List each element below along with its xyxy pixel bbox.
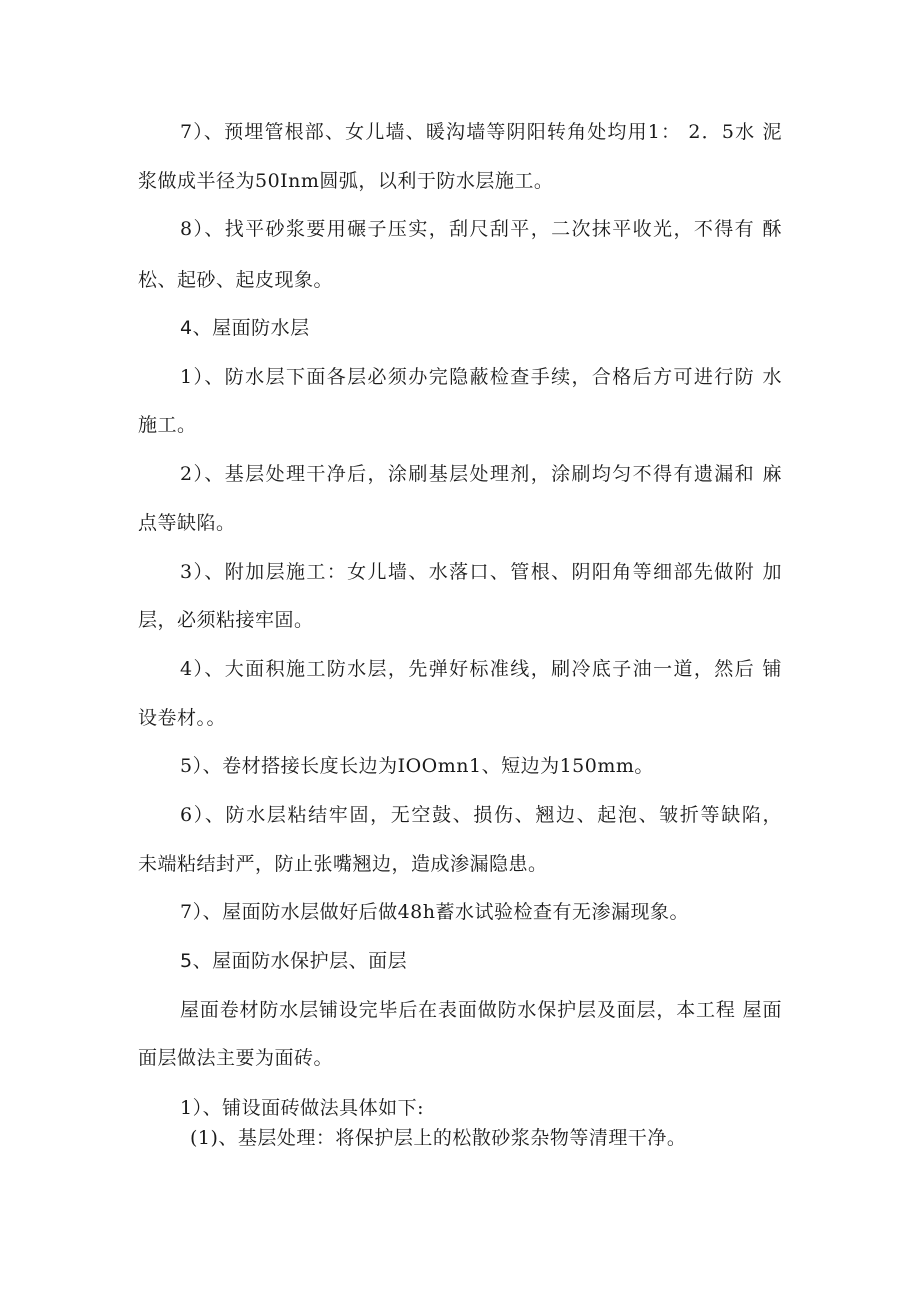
paragraph-line: 1）、铺设面砖做法具体如下: <box>180 1097 424 1119</box>
paragraph-line: 未端粘结封严，防止张嘴翘边，造成渗漏隐患。 <box>138 853 548 875</box>
paragraph-line: 7）、预埋管根部、女儿墙、暖沟墙等阴阳转角处均用1： 2．5水 泥 <box>180 121 782 143</box>
paragraph-line: 松、起砂、起皮现象。 <box>138 269 334 291</box>
paragraph-line: 3）、附加层施工：女儿墙、水落口、管根、阴阳角等细部先做附 加 <box>180 561 782 583</box>
section-heading: 5、屋面防水保护层、面层 <box>180 950 408 972</box>
paragraph-line: 面层做法主要为面砖。 <box>138 1047 334 1069</box>
paragraph-line: 层，必须粘接牢固。 <box>138 609 314 631</box>
paragraph-line: 1）、防水层下面各层必须办完隐蔽检查手续，合格后方可进行防 水 <box>180 366 782 388</box>
section-heading: 4、屋面防水层 <box>180 317 310 339</box>
paragraph-line: 5）、卷材搭接长度长边为IOOmn1、短边为150mm。 <box>180 755 654 777</box>
paragraph-line: 设卷材。。 <box>138 707 227 729</box>
paragraph-line: 2）、基层处理干净后，涂刷基层处理剂，涂刷均匀不得有遗漏和 麻 <box>180 463 782 485</box>
paragraph-line: 屋面卷材防水层铺设完毕后在表面做防水保护层及面层，本工程 屋面 <box>180 999 782 1021</box>
paragraph-line: 6）、防水层粘结牢固，无空鼓、损伤、翘边、起泡、皱折等缺陷， <box>180 804 782 826</box>
paragraph-line: 浆做成半径为50Inm圆弧，以利于防水层施工。 <box>138 170 554 192</box>
paragraph-line: 4）、大面积施工防水层，先弹好标准线，刷冷底子油一道，然后 铺 <box>180 658 782 680</box>
paragraph-line: 施工。 <box>138 414 197 436</box>
paragraph-line: 点等缺陷。 <box>138 512 236 534</box>
paragraph-line: 8）、找平砂浆要用碾子压实，刮尺刮平，二次抹平收光，不得有 酥 <box>180 218 782 240</box>
paragraph-line: (1)、基层处理：将保护层上的松散砂浆杂物等清理干净。 <box>190 1127 687 1149</box>
paragraph-line: 7）、屋面防水层做好后做48h蓄水试验检查有无渗漏现象。 <box>180 901 690 923</box>
